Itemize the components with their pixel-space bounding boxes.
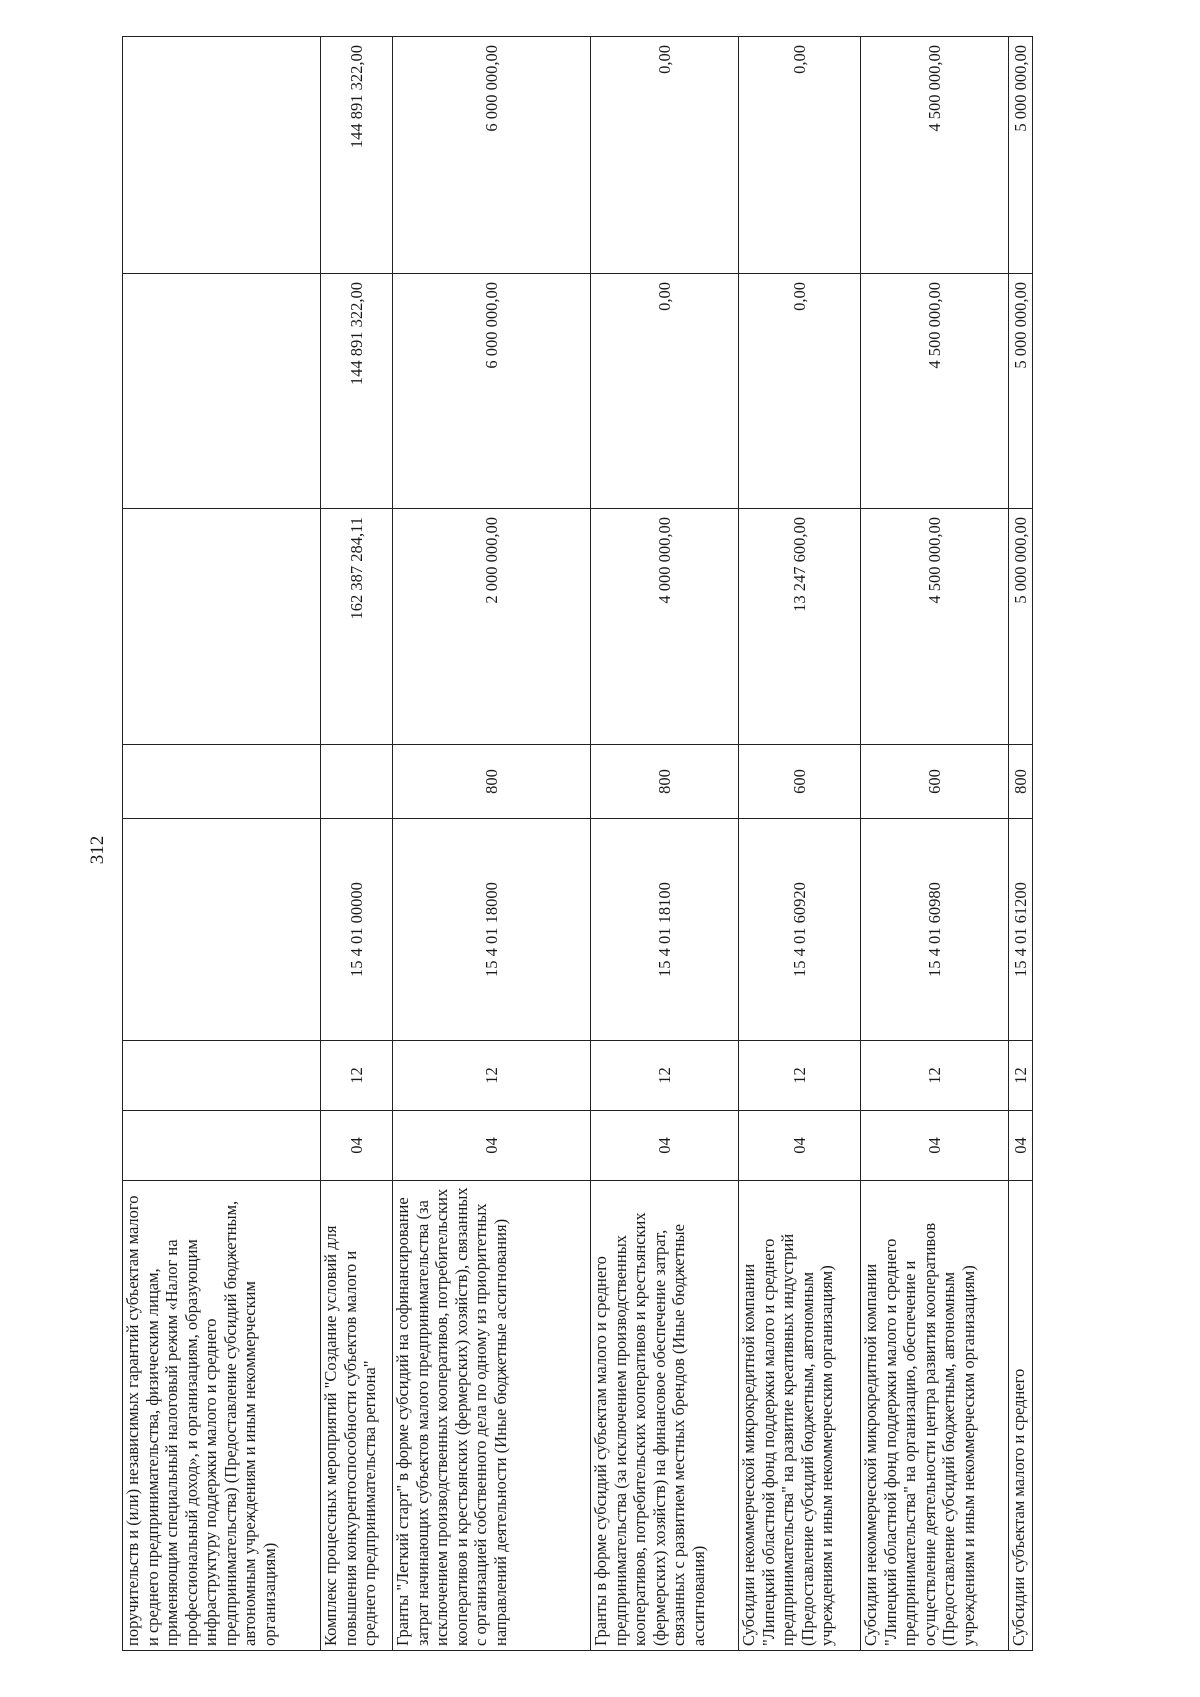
csr-cell: [123, 819, 321, 1041]
pr-cell: 12: [861, 1041, 1009, 1111]
vr-cell: [123, 745, 321, 819]
csr-cell: 15 4 01 00000: [321, 819, 393, 1041]
csr-cell: 15 4 01 18100: [591, 819, 739, 1041]
vr-cell: 800: [393, 745, 591, 819]
sum1-cell: 5 000 000,00: [1009, 509, 1033, 745]
sum1-cell: 4 500 000,00: [861, 509, 1009, 745]
sum2-cell: 0,00: [591, 274, 739, 509]
row-name: Субсидии некоммерческой микрокредитной компании "Липецкий областной фонд поддержки малого и среднего предпринимательства" на организацию, обеспечение и осуществление деятельности центра развития кооперативов (Предоставление субсидий бюджетным, автономным учреждениям и иным некоммерческим организациям): [861, 1181, 1009, 1651]
table-row: [1009, 37, 1033, 1651]
vr-cell: [321, 745, 393, 819]
rz-cell: 04: [861, 1111, 1009, 1181]
sum3-cell: 4 500 000,00: [861, 37, 1009, 274]
table-row: [861, 37, 1009, 1651]
table-row: [123, 37, 321, 1651]
vr-cell: 800: [591, 745, 739, 819]
pr-cell: 12: [393, 1041, 591, 1111]
vr-cell: 600: [861, 745, 1009, 819]
pr-cell: 12: [321, 1041, 393, 1111]
rz-cell: 04: [393, 1111, 591, 1181]
row-name: поручительств и (или) независимых гарантий субъектам малого и среднего предпринимательства, физическим лицам, применяющим специальный налоговый режим «Налог на профессиональный доход», и организациям, образующим инфраструктуру поддержки малого и среднего предпринимательства) (Предоставление субсидий бюджетным, автономным учреждениям и иным некоммерческим организациям): [123, 1181, 321, 1651]
sum3-cell: 6 000 000,00: [393, 37, 591, 274]
csr-cell: 15 4 01 61200: [1009, 819, 1033, 1041]
sum2-cell: 6 000 000,00: [393, 274, 591, 509]
pr-cell: 12: [1009, 1041, 1033, 1111]
sum2-cell: 5 000 000,00: [1009, 274, 1033, 509]
sum1-cell: 2 000 000,00: [393, 509, 591, 745]
vr-cell: 600: [739, 745, 861, 819]
table-row: [321, 37, 393, 1651]
row-name: Гранты "Легкий старт" в форме субсидий на софинансирование затрат начинающих субъектов малого предпринимательства (за исключением производственных кооперативов, потребительских кооперативов и крестьянских (фермерских) хозяйств), связанных с организацией собственного дела по одному из приоритетных направлений деятельности (Иные бюджетные ассигнования): [393, 1181, 591, 1651]
sum3-cell: 144 891 322,00: [321, 37, 393, 274]
sum3-cell: 0,00: [739, 37, 861, 274]
rz-cell: 04: [321, 1111, 393, 1181]
table-row: [739, 37, 861, 1651]
table-row: [591, 37, 739, 1651]
sum2-cell: 4 500 000,00: [861, 274, 1009, 509]
vr-cell: 800: [1009, 745, 1033, 819]
csr-cell: 15 4 01 18000: [393, 819, 591, 1041]
row-name: Комплекс процессных мероприятий "Создание условий для повышения конкурентоспособности субъектов малого и среднего предпринимательства региона": [321, 1181, 393, 1651]
row-name: Субсидии субъектам малого и среднего: [1009, 1181, 1033, 1651]
sum1-cell: 13 247 600,00: [739, 509, 861, 745]
rz-cell: 04: [1009, 1111, 1033, 1181]
pr-cell: [123, 1041, 321, 1111]
sum1-cell: [123, 509, 321, 745]
row-name: Субсидии некоммерческой микрокредитной компании "Липецкий областной фонд поддержки малого и среднего предпринимательства" на развитие креативных индустрий (Предоставление субсидий бюджетным, автономным учреждениям и иным некоммерческим организациям): [739, 1181, 861, 1651]
sum3-cell: 0,00: [591, 37, 739, 274]
sum2-cell: 144 891 322,00: [321, 274, 393, 509]
page-number: 312: [87, 835, 108, 865]
csr-cell: 15 4 01 60980: [861, 819, 1009, 1041]
sum3-cell: 5 000 000,00: [1009, 37, 1033, 274]
sum1-cell: 162 387 284,11: [321, 509, 393, 745]
row-name: Гранты в форме субсидий субъектам малого и среднего предпринимательства (за исключением производственных кооперативов, потребительских кооперативов и крестьянских (фермерских) хозяйств) на финансовое обеспечение затрат, связанных с развитием местных брендов (Иные бюджетные ассигнования): [591, 1181, 739, 1651]
sum2-cell: 0,00: [739, 274, 861, 509]
rz-cell: [123, 1111, 321, 1181]
rz-cell: 04: [591, 1111, 739, 1181]
table-row: [393, 37, 591, 1651]
rz-cell: 04: [739, 1111, 861, 1181]
csr-cell: 15 4 01 60920: [739, 819, 861, 1041]
pr-cell: 12: [739, 1041, 861, 1111]
sum2-cell: [123, 274, 321, 509]
pr-cell: 12: [591, 1041, 739, 1111]
budget-table: [122, 36, 1033, 1651]
sum1-cell: 4 000 000,00: [591, 509, 739, 745]
budget-table-container: [122, 37, 1038, 1651]
sum3-cell: [123, 37, 321, 274]
